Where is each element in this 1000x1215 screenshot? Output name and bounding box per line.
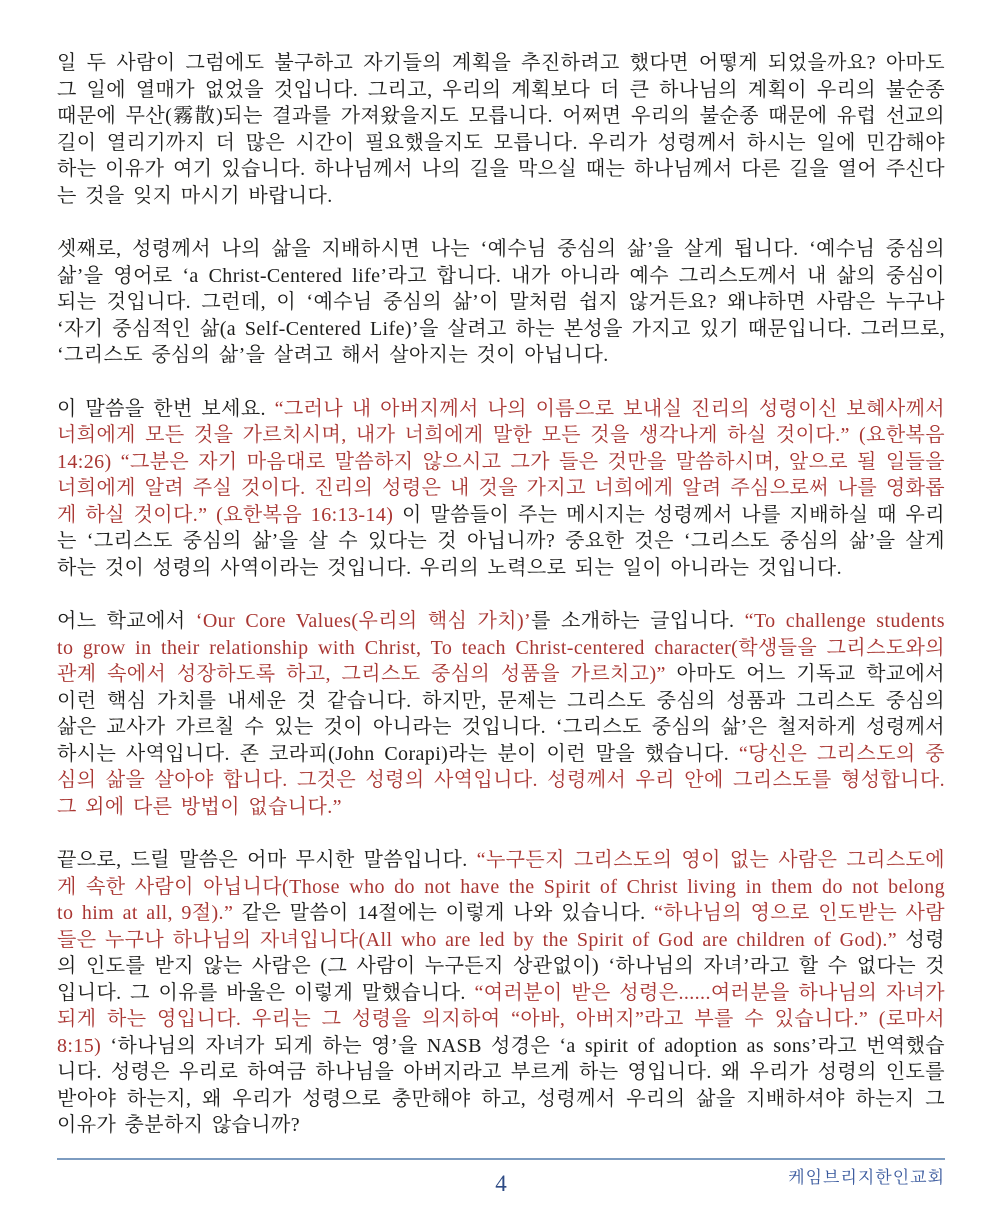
document-body: [57, 50, 945, 1139]
paragraph-2: [57, 236, 945, 369]
scripture-quote-text: “여러분이 받은 성령은......여러분을 하나님의 자녀가 되게 하는 영입니다. 우리는 그 성령을 의지하여 “아바, 아버지”라고 부를 수 있습니다.” (로마서 8:15): [57, 981, 945, 1057]
body-text: 셋째로, 성령께서 나의 삶을 지배하시면 나는 ‘예수님 중심의 삶’을 살게 됩니다. ‘예수님 중심의 삶’을 영어로 ‘a Christ-Centered life’라고 합니다. 내가 아니라 예수 그리스도께서 내 삶의 중심이 되는 것입니다. 그런데, 이 ‘예수님 중심의 삶’이 말처럼 쉽지 않거든요? 왜냐하면 사람은 누구나 ‘자기 중심적인 삶(a Self-Centered Life)’을 살려고 하는 본성을 가지고 있기 때문입니다. 그러므로, ‘그리스도 중심의 삶’을 살려고 해서 살아지는 것이 아닙니다.: [57, 238, 945, 366]
paragraph-3: [57, 396, 945, 582]
scripture-quote-text: “누구든지 그리스도의 영이 없는 사람은 그리스도에게 속한 사람이 아닙니다(Those who do not have the Spirit of Christ living in them do not belong to him at all, 9절).”: [57, 849, 945, 924]
body-text: ‘하나님의 자녀가 되게 하는 영’을 NASB 성경은 ‘a spirit of adoption as sons’라고 번역했습니다. 성령은 우리로 하여금 하나님을 아버지라고 부르게 하는 영입니다. 왜 우리가 성령의 인도를 받아야 하는지, 왜 우리가 성령으로 충만해야 하고, 성령께서 우리의 삶을 지배하셔야 하는지 그 이유가 충분하지 않습니까?: [57, 1034, 946, 1136]
scripture-quote-text: “그러나 내 아버지께서 나의 이름으로 보내실 진리의 성령이신 보혜사께서 너희에게 모든 것을 가르치시며, 내가 너희에게 말한 모든 것을 생각나게 하실 것이다.” (요한복음 14:26) “그분은 자기 마음대로 말씀하지 않으시고 그가 들은 것만을 말씀하시며, 앞으로 될 일들을 너희에게 알려 주실 것이다. 진리의 성령은 내 것을 가지고 너희에게 알려 주심으로써 나를 영화롭게 하실 것이다.” (요한복음 16:13-14): [57, 397, 946, 526]
body-text: 끝으로, 드릴 말씀은 어마 무시한 말씀입니다.: [57, 849, 477, 871]
body-text: 성령의 인도를 받지 않는 사람은 (그 사람이 누구든지 상관없이) ‘하나님의 자녀’라고 할 수 없다는 것입니다. 그 이유를 바울은 이렇게 말했습니다.: [57, 928, 945, 1004]
body-text: 어느 학교에서: [57, 610, 196, 632]
scripture-quote-text: ‘Our Core Values(우리의 핵심 가치)’: [195, 610, 532, 632]
body-text: 이 말씀들이 주는 메시지는 성령께서 나를 지배하실 때 우리는 ‘그리스도 중심의 삶’을 살 수 있다는 것 아닙니까? 중요한 것은 ‘그리스도 중심의 삶’을 살게 하는 것이 성령의 사역이라는 것입니다. 우리의 노력으로 되는 일이 아니라는 것입니다.: [57, 503, 945, 579]
body-text: 아마도 어느 기독교 학교에서 이런 핵심 가치를 내세운 것 같습니다. 하지만, 문제는 그리스도 중심의 성품과 그리스도 중심의 삶은 교사가 가르칠 수 있는 것이 아니라는 것입니다. ‘그리스도 중심의 삶’은 철저하게 성령께서 하시는 사역입니다. 존 코라피(John Corapi)라는 분이 이런 말을 했습니다.: [57, 663, 945, 765]
scripture-quote-text: “To challenge students to grow in their relationship with Christ, To teach Christ-centered character(학생들을 그리스도와의 관계 속에서 성장하도록 하고, 그리스도 중심의 성품을 가르치고)”: [57, 610, 945, 685]
footer-church-name: 케임브리지한인교회: [788, 1168, 945, 1187]
page-footer: [57, 1158, 945, 1208]
paragraph-5: [57, 847, 945, 1139]
paragraph-1: [57, 50, 945, 209]
body-text: 를 소개하는 글입니다.: [531, 610, 745, 632]
scripture-quote-text: “당신은 그리스도의 중심의 삶을 살아야 합니다. 그것은 성령의 사역입니다. 성령께서 우리 안에 그리스도를 형성합니다. 그 외에 다른 방법이 없습니다.”: [57, 742, 945, 818]
body-text: 일 두 사람이 그럼에도 불구하고 자기들의 계획을 추진하려고 했다면 어떻게 되었을까요? 아마도 그 일에 열매가 없었을 것입니다. 그리고, 우리의 계획보다 더 큰 하나님의 계획이 우리의 불순종 때문에 무산(霧散)되는 결과를 가져왔을지도 모릅니다. 어쩌면 우리의 불순종 때문에 유럽 선교의 길이 열리기까지 더 많은 시간이 필요했을지도 모릅니다. 우리가 성령께서 하시는 일에 민감해야 하는 이유가 여기 있습니다. 하나님께서 나의 길을 막으실 때는 하나님께서 다른 길을 열어 주신다는 것을 잊지 마시기 바랍니다.: [57, 52, 945, 207]
scripture-quote-text: “하나님의 영으로 인도받는 사람들은 누구나 하나님의 자녀입니다(All who are led by the Spirit of God are children of God).”: [57, 902, 945, 951]
footer-row: [57, 1160, 945, 1208]
body-text: 같은 말씀이 14절에는 이렇게 나와 있습니다.: [233, 902, 654, 924]
page-number: 4: [495, 1171, 507, 1196]
body-text: 이 말씀을 한번 보세요.: [57, 397, 275, 420]
paragraph-4: [57, 608, 945, 820]
